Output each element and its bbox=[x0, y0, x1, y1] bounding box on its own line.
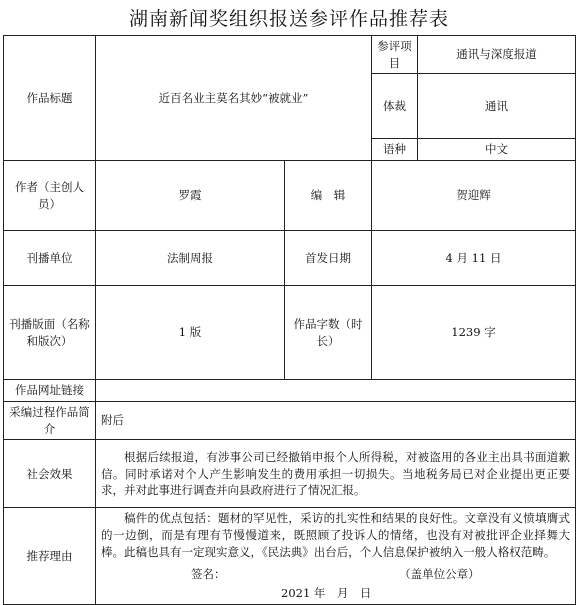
signature-line bbox=[101, 566, 570, 583]
link-value bbox=[96, 380, 576, 402]
date-line-row bbox=[101, 585, 570, 602]
first-date-value: 4 月 11 日 bbox=[372, 231, 576, 286]
genre-label: 体裁 bbox=[372, 74, 418, 139]
date-line: 2021 年 月 日 bbox=[281, 586, 372, 601]
link-label: 作品网址链接 bbox=[4, 380, 96, 402]
author-label: 作者（主创人员） bbox=[4, 161, 96, 231]
language-value: 中文 bbox=[418, 139, 576, 161]
process-value: 附后 bbox=[96, 402, 576, 440]
language-label: 语种 bbox=[372, 139, 418, 161]
author-value: 罗霞 bbox=[96, 161, 285, 231]
editor-value: 贺迎辉 bbox=[372, 161, 576, 231]
effect-label: 社会效果 bbox=[4, 440, 96, 508]
effect-value: 根据后续报道，有涉事公司已经撤销申报个人所得税，对被盗用的各业主出具书面道歉信。同时承诺对个人产生影响发生的费用承担一切损失。当地税务局已对企业提出更正要求，并对此事进行调查并向县政府进行了情况汇报。 bbox=[96, 440, 576, 508]
word-count-label: 作品字数（时长） bbox=[285, 286, 372, 380]
editor-label: 编 辑 bbox=[285, 161, 372, 231]
sign-label: 签名： bbox=[191, 567, 226, 582]
layout-value: 1 版 bbox=[96, 286, 285, 380]
first-date-label: 首发日期 bbox=[285, 231, 372, 286]
reason-value: 稿件的优点包括：题材的罕见性，采访的扎实性和结果的良好性。文章没有义愤填膺式的一边倒，而是有理有节慢慢道来，既照顾了投诉人的情绪，也没有对被批评企业择舞大棒。此稿也具有一定现实意义，《民法典》出台后，个人信息保护被纳入一般人格权范畴。 bbox=[101, 511, 571, 559]
work-title-label: 作品标题 bbox=[4, 36, 96, 161]
recommendation-form bbox=[3, 35, 576, 605]
reason-cell bbox=[96, 508, 576, 604]
seal-label: （盖单位公章） bbox=[399, 567, 480, 582]
process-label: 采编过程作品简介 bbox=[4, 402, 96, 440]
work-title-value: 近百名业主莫名其妙“被就业” bbox=[96, 36, 372, 161]
genre-value: 通讯 bbox=[418, 74, 576, 139]
layout-label: 刊播版面（名称和版次） bbox=[4, 286, 96, 380]
reason-label: 推荐理由 bbox=[4, 508, 96, 604]
page-title: 湖南新闻奖组织报送参评作品推荐表 bbox=[128, 8, 449, 30]
publisher-label: 刊播单位 bbox=[4, 231, 96, 286]
category-value: 通讯与深度报道 bbox=[418, 36, 576, 74]
publisher-value: 法制周报 bbox=[96, 231, 285, 286]
word-count-value: 1239 字 bbox=[372, 286, 576, 380]
category-label: 参评项目 bbox=[372, 36, 418, 74]
